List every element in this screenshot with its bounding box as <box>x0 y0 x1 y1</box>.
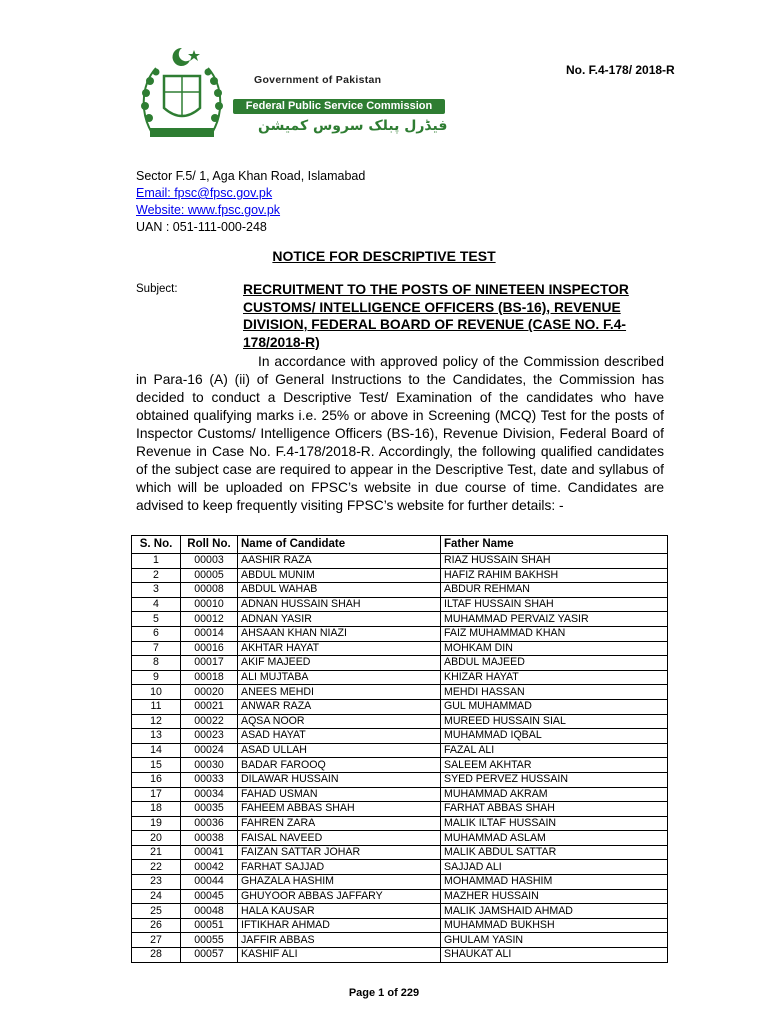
subject-label: Subject: <box>136 283 178 295</box>
father-name-cell: FARHAT ABBAS SHAH <box>441 802 668 817</box>
table-row <box>132 743 668 758</box>
serial-number-cell: 5 <box>132 612 181 627</box>
candidate-name-cell: FARHAT SAJJAD <box>238 860 441 875</box>
serial-number-cell: 10 <box>132 685 181 700</box>
table-row <box>132 948 668 963</box>
candidate-name-cell: ANEES MEHDI <box>238 685 441 700</box>
roll-number-cell: 00016 <box>181 641 238 656</box>
table-row <box>132 641 668 656</box>
table-row <box>132 612 668 627</box>
table-row <box>132 685 668 700</box>
father-name-cell: SALEEM AKHTAR <box>441 758 668 773</box>
table-row <box>132 845 668 860</box>
candidate-name-cell: IFTIKHAR AHMAD <box>238 918 441 933</box>
serial-number-cell: 26 <box>132 918 181 933</box>
roll-number-cell: 00024 <box>181 743 238 758</box>
table-row <box>132 699 668 714</box>
candidate-name-cell: ANWAR RAZA <box>238 699 441 714</box>
candidate-name-cell: AQSA NOOR <box>238 714 441 729</box>
father-name-cell: MUHAMMAD ASLAM <box>441 831 668 846</box>
serial-number-cell: 19 <box>132 816 181 831</box>
table-row <box>132 787 668 802</box>
table-row <box>132 860 668 875</box>
serial-number-cell: 1 <box>132 554 181 569</box>
table-row <box>132 831 668 846</box>
uan-number: UAN : 051-111-000-248 <box>136 220 267 234</box>
father-name-cell: MEHDI HASSAN <box>441 685 668 700</box>
serial-number-cell: 7 <box>132 641 181 656</box>
table-row <box>132 758 668 773</box>
table-row <box>132 918 668 933</box>
serial-number-cell: 8 <box>132 656 181 671</box>
candidate-name-cell: FAHEEM ABBAS SHAH <box>238 802 441 817</box>
father-name-cell: KHIZAR HAYAT <box>441 670 668 685</box>
serial-number-cell: 27 <box>132 933 181 948</box>
commission-banner: Federal Public Service Commission <box>233 99 445 114</box>
father-name-cell: GUL MUHAMMAD <box>441 699 668 714</box>
candidates-table <box>131 535 668 963</box>
address-block <box>136 168 365 236</box>
candidate-name-cell: FAISAL NAVEED <box>238 831 441 846</box>
roll-number-cell: 00041 <box>181 845 238 860</box>
table-row <box>132 816 668 831</box>
table-row <box>132 597 668 612</box>
roll-number-cell: 00042 <box>181 860 238 875</box>
serial-number-cell: 13 <box>132 729 181 744</box>
candidate-name-cell: ALI MUJTABA <box>238 670 441 685</box>
father-name-cell: MUREED HUSSAIN SIAL <box>441 714 668 729</box>
roll-number-cell: 00018 <box>181 670 238 685</box>
serial-number-cell: 3 <box>132 583 181 598</box>
father-name-cell: MOHKAM DIN <box>441 641 668 656</box>
father-name-cell: SYED PERVEZ HUSSAIN <box>441 772 668 787</box>
roll-number-cell: 00012 <box>181 612 238 627</box>
table-row <box>132 933 668 948</box>
candidate-name-cell: GHUYOOR ABBAS JAFFARY <box>238 889 441 904</box>
table-row <box>132 714 668 729</box>
serial-number-cell: 17 <box>132 787 181 802</box>
page-number: Page 1 of 229 <box>348 987 420 999</box>
candidate-name-cell: GHAZALA HASHIM <box>238 875 441 890</box>
serial-number-cell: 25 <box>132 904 181 919</box>
father-name-cell: MAZHER HUSSAIN <box>441 889 668 904</box>
roll-number-cell: 00051 <box>181 918 238 933</box>
subject-text: RECRUITMENT TO THE POSTS OF NINETEEN INSPECTOR CUSTOMS/ INTELLIGENCE OFFICERS (BS-16), REVENUE DIVISION, FEDERAL BOARD OF REVENUE (CASE NO. F.4-178/2018-R) <box>243 282 629 350</box>
commission-urdu-name: فیڈرل پبلک سروس کمیشن <box>258 118 448 134</box>
candidate-name-cell: BADAR FAROOQ <box>238 758 441 773</box>
table-row <box>132 554 668 569</box>
roll-number-cell: 00010 <box>181 597 238 612</box>
father-name-cell: MALIK ILTAF HUSSAIN <box>441 816 668 831</box>
body-paragraph: In accordance with approved policy of the Commission described in Para-16 (A) (ii) of General Instructions to the Candidates, the Commission has decided to conduct a Descriptive Test/ Examination of the candidates who have obtained qualifying marks i.e. 25% or above in Screening (MCQ) Test for the posts of Inspector Customs/ Intelligence Officers (BS-16), Revenue Division, Federal Board of Revenue in Case No. F.4-178/2018-R. Accordingly, the following qualified candidates of the subject case are required to appear in the Descriptive Test, date and syllabus of which will be uploaded on FPSC’s website in due course of time. Candidates are advised to keep frequently visiting FPSC’s website for further details: - <box>136 354 664 513</box>
serial-number-cell: 14 <box>132 743 181 758</box>
father-name-cell: ABDUR REHMAN <box>441 583 668 598</box>
serial-number-cell: 20 <box>132 831 181 846</box>
roll-number-cell: 00003 <box>181 554 238 569</box>
candidate-name-cell: ABDUL WAHAB <box>238 583 441 598</box>
roll-number-cell: 00036 <box>181 816 238 831</box>
table-row <box>132 875 668 890</box>
serial-number-cell: 2 <box>132 568 181 583</box>
roll-number-cell: 00044 <box>181 875 238 890</box>
candidate-name-cell: FAIZAN SATTAR JOHAR <box>238 845 441 860</box>
roll-number-cell: 00020 <box>181 685 238 700</box>
serial-number-cell: 23 <box>132 875 181 890</box>
serial-number-cell: 22 <box>132 860 181 875</box>
candidate-name-cell: JAFFIR ABBAS <box>238 933 441 948</box>
roll-number-cell: 00057 <box>181 948 238 963</box>
roll-number-cell: 00008 <box>181 583 238 598</box>
roll-number-cell: 00014 <box>181 626 238 641</box>
table-row <box>132 656 668 671</box>
serial-number-cell: 12 <box>132 714 181 729</box>
file-number: No. F.4-178/ 2018-R <box>566 63 675 77</box>
father-name-cell: RIAZ HUSSAIN SHAH <box>441 554 668 569</box>
header-father-name: Father Name <box>441 536 668 554</box>
father-name-cell: MOHAMMAD HASHIM <box>441 875 668 890</box>
serial-number-cell: 24 <box>132 889 181 904</box>
father-name-cell: MUHAMMAD IQBAL <box>441 729 668 744</box>
serial-number-cell: 9 <box>132 670 181 685</box>
candidate-name-cell: ADNAN HUSSAIN SHAH <box>238 597 441 612</box>
roll-number-cell: 00038 <box>181 831 238 846</box>
father-name-cell: MUHAMMAD AKRAM <box>441 787 668 802</box>
email-link[interactable]: Email: fpsc@fpsc.gov.pk <box>136 186 273 200</box>
roll-number-cell: 00005 <box>181 568 238 583</box>
father-name-cell: MALIK ABDUL SATTAR <box>441 845 668 860</box>
candidate-name-cell: DILAWAR HUSSAIN <box>238 772 441 787</box>
table-row <box>132 626 668 641</box>
serial-number-cell: 28 <box>132 948 181 963</box>
roll-number-cell: 00033 <box>181 772 238 787</box>
candidate-name-cell: FAHREN ZARA <box>238 816 441 831</box>
father-name-cell: MUHAMMAD PERVAIZ YASIR <box>441 612 668 627</box>
table-body <box>132 554 668 963</box>
candidate-name-cell: ADNAN YASIR <box>238 612 441 627</box>
notice-title: NOTICE FOR DESCRIPTIVE TEST <box>272 248 496 264</box>
serial-number-cell: 15 <box>132 758 181 773</box>
serial-number-cell: 18 <box>132 802 181 817</box>
father-name-cell: SHAUKAT ALI <box>441 948 668 963</box>
roll-number-cell: 00021 <box>181 699 238 714</box>
roll-number-cell: 00023 <box>181 729 238 744</box>
table-row <box>132 583 668 598</box>
serial-number-cell: 6 <box>132 626 181 641</box>
roll-number-cell: 00030 <box>181 758 238 773</box>
serial-number-cell: 16 <box>132 772 181 787</box>
roll-number-cell: 00055 <box>181 933 238 948</box>
table-row <box>132 904 668 919</box>
roll-number-cell: 00017 <box>181 656 238 671</box>
government-title: Government of Pakistan <box>254 74 382 86</box>
father-name-cell: FAIZ MUHAMMAD KHAN <box>441 626 668 641</box>
roll-number-cell: 00034 <box>181 787 238 802</box>
table-row <box>132 729 668 744</box>
candidate-name-cell: ABDUL MUNIM <box>238 568 441 583</box>
roll-number-cell: 00048 <box>181 904 238 919</box>
roll-number-cell: 00035 <box>181 802 238 817</box>
header-roll-number: Roll No. <box>181 536 238 554</box>
address-line: Sector F.5/ 1, Aga Khan Road, Islamabad <box>136 169 366 183</box>
candidate-name-cell: ASAD HAYAT <box>238 729 441 744</box>
table-row <box>132 889 668 904</box>
candidate-name-cell: KASHIF ALI <box>238 948 441 963</box>
candidate-name-cell: ASAD ULLAH <box>238 743 441 758</box>
candidate-name-cell: AHSAAN KHAN NIAZI <box>238 626 441 641</box>
father-name-cell: MALIK JAMSHAID AHMAD <box>441 904 668 919</box>
government-emblem-icon <box>136 46 228 142</box>
candidate-name-cell: AASHIR RAZA <box>238 554 441 569</box>
father-name-cell: FAZAL ALI <box>441 743 668 758</box>
serial-number-cell: 11 <box>132 699 181 714</box>
father-name-cell: HAFIZ RAHIM BAKHSH <box>441 568 668 583</box>
serial-number-cell: 4 <box>132 597 181 612</box>
father-name-cell: MUHAMMAD BUKHSH <box>441 918 668 933</box>
candidate-name-cell: AKIF MAJEED <box>238 656 441 671</box>
table-row <box>132 802 668 817</box>
roll-number-cell: 00045 <box>181 889 238 904</box>
candidate-name-cell: AKHTAR HAYAT <box>238 641 441 656</box>
table-row <box>132 568 668 583</box>
father-name-cell: ABDUL MAJEED <box>441 656 668 671</box>
roll-number-cell: 00022 <box>181 714 238 729</box>
father-name-cell: ILTAF HUSSAIN SHAH <box>441 597 668 612</box>
candidate-name-cell: HALA KAUSAR <box>238 904 441 919</box>
table-row <box>132 772 668 787</box>
candidate-name-cell: FAHAD USMAN <box>238 787 441 802</box>
table-row <box>132 670 668 685</box>
table-header-row <box>132 536 668 554</box>
header-candidate-name: Name of Candidate <box>238 536 441 554</box>
father-name-cell: GHULAM YASIN <box>441 933 668 948</box>
father-name-cell: SAJJAD ALI <box>441 860 668 875</box>
header-serial-number: S. No. <box>132 536 181 554</box>
serial-number-cell: 21 <box>132 845 181 860</box>
website-link[interactable]: Website: www.fpsc.gov.pk <box>136 203 281 217</box>
